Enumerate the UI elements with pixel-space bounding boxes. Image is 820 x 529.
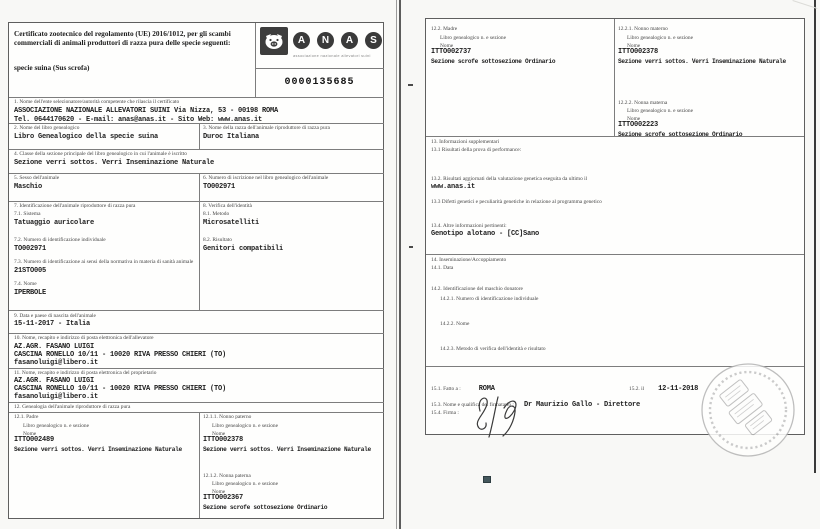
field-7-label: 7. Identificazione dell'animale riproduttore di razza pura	[14, 203, 136, 209]
field-12-2-1-libro-label: Libro genealogico n. e sezione	[627, 35, 694, 41]
field-12-1-label: 12.1. Padre	[14, 414, 39, 420]
certificate-page-1	[8, 22, 384, 519]
logo-letter-a2: A	[341, 32, 358, 49]
divider	[9, 412, 384, 413]
field-4-label: 4. Classe della sezione principale del libro genealogico in cui l'animale è iscritto	[14, 151, 187, 157]
field-7-2-label: 7.2. Numero di identificazione individuale	[14, 237, 106, 243]
anas-pig-logo-icon	[260, 27, 288, 55]
field-12-2-1-label: 12.2.1. Nonno materno	[618, 26, 668, 32]
field-15-4-label: 15.4. Firma :	[431, 410, 459, 416]
round-office-stamp	[698, 360, 798, 460]
field-13-2-value: www.anas.it	[431, 183, 476, 191]
logo-tagline: associazione nazionale allevatori suini	[293, 53, 371, 58]
field-5-label: 5. Sesso dell'animale	[14, 175, 60, 181]
field-12-1-1-libro-label: Libro genealogico n. e sezione	[212, 423, 279, 429]
field-8-1-label: 8.1. Metodo	[203, 211, 230, 217]
field-12-2-2-section: Sezione scrofe sottosezione Ordinario	[618, 131, 743, 138]
field-7-3-value: 21STO005	[14, 267, 47, 275]
field-12-2-2-label: 12.2.2. Nonna materna	[618, 100, 668, 106]
field-10-line3: fasanoluigi@libero.it	[14, 359, 99, 367]
field-12-1-2-section: Sezione scrofe sottosezione Ordinario	[203, 504, 328, 511]
field-12-2-1-nome-label: Nome	[627, 43, 641, 49]
field-7-2-value: TO002971	[14, 245, 47, 253]
field-7-4-value: IPERBOLE	[14, 289, 47, 297]
field-13-4-value: Genotipo alotano - [CC]Sano	[431, 230, 540, 238]
field-11-label: 11. Nome, recapito e indirizzo di posta elettronica del proprietario	[14, 370, 157, 376]
field-8-2-label: 8.2. Risultato	[203, 237, 232, 243]
field-14-1-label: 14.1. Data	[431, 265, 454, 271]
book-spine-line-dark	[399, 0, 401, 529]
divider	[199, 412, 200, 518]
logo-letter-a1: A	[293, 32, 310, 49]
field-12-2-1-number: ITTO002378	[618, 48, 659, 56]
field-8-2-value: Genitori compatibili	[203, 245, 284, 253]
divider	[199, 201, 200, 310]
field-12-1-1-section: Sezione verri sottos. Verri Inseminazione Naturale	[203, 446, 371, 453]
scan-smudge-mark	[408, 84, 413, 86]
field-14-2-1-label: 14.2.1. Numero di identificazione individuale	[440, 296, 539, 302]
field-12-2-number: ITTO002737	[431, 48, 472, 56]
field-12-2-section: Sezione scrofe sottosezione Ordinario	[431, 58, 556, 65]
field-12-label: 12. Genealogia dell'animale riproduttore di razza pura	[14, 404, 131, 410]
field-11-line2: CASCINA RONELLO 10/11 - 10020 RIVA PRESSO CHIERI (TO)	[14, 385, 227, 393]
scan-edge-line	[814, 0, 816, 473]
field-15-1-label: 15.1. Fatto a :	[431, 386, 461, 392]
field-12-2-2-number: ITTO002223	[618, 121, 659, 129]
field-12-1-section: Sezione verri sottos. Verri Inseminazione Naturale	[14, 446, 182, 453]
divider	[9, 402, 384, 403]
field-8-1-value: Microsatelliti	[203, 219, 260, 227]
field-1-value-line2: Tel. 0644170620 - E-mail: anas@anas.it - Sito Web: www.anas.it	[14, 116, 263, 124]
field-14-2-label: 14.2. Identificazione del maschio donatore	[431, 286, 523, 292]
field-11-line3: fasanoluigi@libero.it	[14, 393, 99, 401]
divider	[9, 97, 384, 98]
field-14-2-3-label: 14.2.3. Metodo di verifica dell'identità e risultato	[440, 346, 546, 352]
field-12-1-2-number: ITTO002367	[203, 494, 244, 502]
field-12-1-nome-label: Nome	[23, 431, 37, 437]
logo-letter-s: S	[365, 32, 382, 49]
divider	[199, 123, 200, 149]
field-13-2-label: 13.2. Risultati aggiornati della valutazione genetica eseguita da ultimo il	[431, 176, 588, 182]
field-14-label: 14. Inseminazione/Accoppiamento	[431, 257, 507, 263]
field-7-4-label: 7.4. Nome	[14, 281, 37, 287]
field-15-1-value: ROMA	[478, 385, 495, 393]
field-2-value: Libro Genealogico della specie suina	[14, 133, 159, 141]
field-12-1-2-label: 12.1.2. Nonna paterna	[203, 473, 251, 479]
field-12-2-label: 12.2. Madre	[431, 26, 458, 32]
field-3-label: 3. Nome della razza dell'animale riproduttore di razza pura	[203, 125, 330, 131]
field-12-2-2-nome-label: Nome	[627, 116, 641, 122]
field-5-value: Maschio	[14, 183, 43, 191]
field-1-label: 1. Nome dell'ente selezionatore/autorità competente che rilascia il certificato	[14, 99, 180, 105]
field-12-2-2-libro-label: Libro genealogico n. e sezione	[627, 108, 694, 114]
signature-handwriting	[464, 391, 542, 441]
divider	[199, 173, 200, 201]
field-13-label: 13. Informazioni supplementari	[431, 139, 500, 145]
book-spine-line	[396, 0, 397, 529]
field-13-4-label: 13.4. Altre informazioni pertinenti:	[431, 223, 507, 229]
certificate-number: 0000135685	[284, 77, 355, 88]
divider	[9, 173, 384, 174]
field-11-line1: AZ.AGR. FASANO LUIGI	[14, 377, 95, 385]
field-12-1-2-nome-label: Nome	[212, 489, 226, 495]
field-12-1-1-nome-label: Nome	[212, 431, 226, 437]
field-10-line2: CASCINA RONELLO 10/11 - 10020 RIVA PRESSO CHIERI (TO)	[14, 351, 227, 359]
field-12-2-1-section: Sezione verri sottos. Verri Inseminazione Naturale	[618, 58, 786, 65]
field-12-2-nome-label: Nome	[440, 43, 454, 49]
scan-smudge-mark	[409, 246, 413, 248]
divider	[426, 136, 804, 137]
field-2-label: 2. Nome del libro genealogico	[14, 125, 80, 131]
field-10-label: 10. Nome, recapito e indirizzo di posta elettronica dell'allevatore	[14, 335, 154, 341]
field-13-1-label: 13.1 Risultati della prova di performance:	[431, 147, 522, 153]
divider	[9, 368, 384, 369]
field-12-2-libro-label: Libro genealogico n. e sezione	[440, 35, 507, 41]
field-12-1-2-libro-label: Libro genealogico n. e sezione	[212, 481, 279, 487]
divider	[614, 19, 615, 136]
field-9-value: 15-11-2017 - Italia	[14, 320, 91, 328]
field-7-3-label: 7.3. Numero di identificazione ai sensi della normativa in materia di sanità animale	[14, 259, 194, 265]
field-15-2-label: 15.2. il	[629, 386, 645, 392]
scan-square-artifact	[483, 476, 491, 483]
field-15-3-label: 15.3. Nome e qualifica del firmatario :	[431, 402, 514, 408]
divider	[9, 201, 384, 202]
divider	[9, 333, 384, 334]
field-12-1-libro-label: Libro genealogico n. e sezione	[23, 423, 90, 429]
field-14-2-2-label: 14.2.2. Nome	[440, 321, 470, 327]
field-6-value: TO002971	[203, 183, 236, 191]
field-7-1-value: Tatuaggio auricolare	[14, 219, 95, 227]
field-13-3-label: 13.3 Difetti genetici e peculiarità genetiche in relazione al programma genetico	[431, 199, 602, 205]
field-8-label: 8. Verifica dell'identità	[203, 203, 252, 209]
logo-letter-n: N	[317, 32, 334, 49]
field-12-1-1-number: ITTO002378	[203, 436, 244, 444]
field-15-2-value: 12-11-2018	[658, 385, 699, 393]
field-4-value: Sezione verri sottos. Verri Inseminazione Naturale	[14, 159, 215, 167]
certificate-title: Certificato zootecnico del regolamento (UE) 2016/1012, per gli scambi commerciali di animali produttori di razza pura delle specie seguenti:	[14, 29, 231, 47]
field-12-1-1-label: 12.1.1. Nonno paterno	[203, 414, 252, 420]
divider	[9, 149, 384, 150]
field-10-line1: AZ.AGR. FASANO LUIGI	[14, 343, 95, 351]
field-3-value: Duroc Italiana	[203, 133, 260, 141]
field-9-label: 9. Data e paese di nascita dell'animale	[14, 313, 96, 319]
divider	[255, 68, 384, 69]
species-line: specie suina (Sus scrofa)	[14, 63, 90, 72]
divider	[9, 310, 384, 311]
divider	[426, 254, 804, 255]
field-7-1-label: 7.1. Sistema	[14, 211, 41, 217]
field-1-value-line1: ASSOCIAZIONE NAZIONALE ALLEVATORI SUINI Via Nizza, 53 - 00198 ROMA	[14, 107, 279, 115]
field-12-1-number: ITTO002489	[14, 436, 55, 444]
field-6-label: 6. Numero di iscrizione nel libro genealogico dell'animale	[203, 175, 329, 181]
field-15-3-value: Dr Maurizio Gallo - Direttore	[523, 401, 640, 409]
